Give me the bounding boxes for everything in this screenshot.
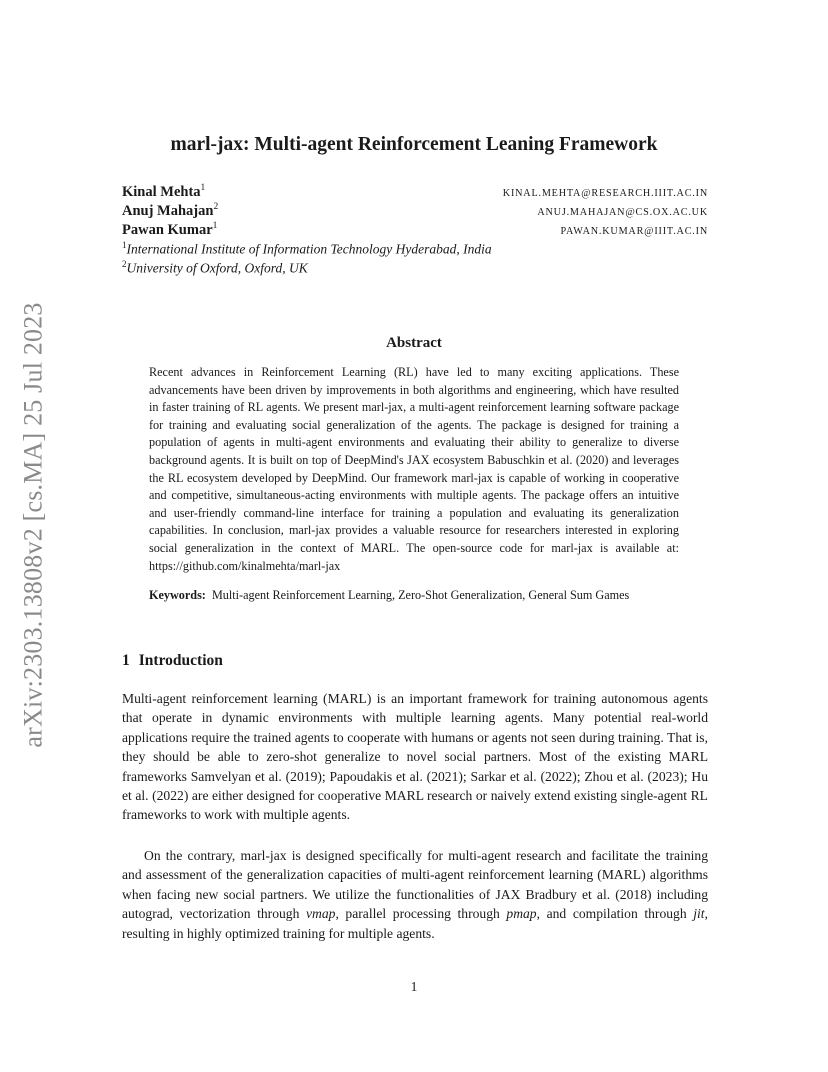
jit-term: jit bbox=[693, 906, 705, 922]
affiliation: $^2$University of Oxford, Oxford, UK bbox=[122, 259, 308, 276]
affiliation: $^1$International Institute of Information Technology Hyderabad, India bbox=[122, 240, 492, 257]
author-block bbox=[122, 183, 708, 278]
keywords-text: Multi-agent Reinforcement Learning, Zero-Shot Generalization, General Sum Games bbox=[211, 588, 630, 602]
intro-paragraph-2: On the contrary, marl-jax is designed specifically for multi-agent research and facilitate the training and assessment of the generalization capacities of multi-agent reinforcement learning (MARL) algorithms when facing new social partners. We utilize the functionalities of JAX Bradbury et al. (2018) including autograd, vectorization through vmap, parallel processing through pmap, and compilation through jit, resulting in highly optimized training for multiple agents. bbox=[122, 848, 708, 941]
abstract-heading: Abstract bbox=[386, 335, 442, 351]
author-row bbox=[122, 183, 708, 202]
author-email: ANUJ.MAHAJAN@CS.OX.AC.UK bbox=[537, 206, 708, 218]
abstract-text: Recent advances in Reinforcement Learning (RL) have led to many exciting applications. These advancements have been driven by improvements in both algorithms and engineering, which have resulted in faster training of RL agents. We present marl-jax, a multi-agent reinforcement learning software package for training and evaluating social generalization of the agents. The package is designed for training a population of agents in multi-agent environments and evaluating their ability to generalize to diverse background agents. It is built on top of DeepMind's JAX ecosystem Babuschkin et al. (2020) and leverages the RL ecosystem developed by DeepMind. Our framework marl-jax is capable of working in cooperative and competitive, simultaneous-acting environments with multiple agents. The package offers an intuitive and user-friendly command-line interface for training a population and evaluating its generalization capabilities. In conclusion, marl-jax provides a valuable resource for researchers interested in exploring social generalization in the context of MARL. The open-source code for marl-jax is available at: https://github.com/kinalmehta/marl-jax bbox=[149, 365, 679, 573]
author-row bbox=[122, 221, 708, 240]
keywords bbox=[149, 587, 679, 605]
author-name: Anuj Mahajan$^2$ bbox=[122, 202, 219, 219]
arxiv-stamp bbox=[14, 290, 54, 760]
author-email: KINAL.MEHTA@RESEARCH.IIIT.AC.IN bbox=[502, 187, 708, 199]
section-number: 1 bbox=[122, 652, 130, 669]
author-row bbox=[122, 202, 708, 221]
intro-paragraph-1: Multi-agent reinforcement learning (MARL) is an important framework for training autonomous agents that operate in dynamic environments with multiple learning agents. Many potential real-world applications require the trained agents to cooperate with humans or agents not seen during training. That is, they should be able to zero-shot generalize to novel social partners. Most of the existing MARL frameworks Samvelyan et al. (2019); Papoudakis et al. (2021); Sarkar et al. (2022); Zhou et al. (2023); Hu et al. (2022) are either designed for cooperative MARL research or naively extend existing single-agent RL frameworks to work with multiple agents. bbox=[122, 691, 708, 823]
author-name: Pawan Kumar$^1$ bbox=[122, 221, 218, 238]
paper-title: marl-jax: Multi-agent Reinforcement Leaning Framework bbox=[170, 134, 658, 155]
arxiv-id: arXiv:2303.13808v2 [cs.MA] 25 Jul 2023 bbox=[19, 302, 49, 748]
author-name: Kinal Mehta$^1$ bbox=[122, 183, 206, 200]
page-number: 1 bbox=[410, 979, 418, 994]
vmap-term: vmap bbox=[305, 906, 336, 922]
section-heading bbox=[122, 652, 223, 670]
keywords-label: Keywords: bbox=[149, 588, 206, 602]
author-email: PAWAN.KUMAR@IIIT.AC.IN bbox=[560, 225, 708, 237]
pmap-term: pmap bbox=[506, 906, 537, 922]
section-title: Introduction bbox=[138, 652, 223, 669]
